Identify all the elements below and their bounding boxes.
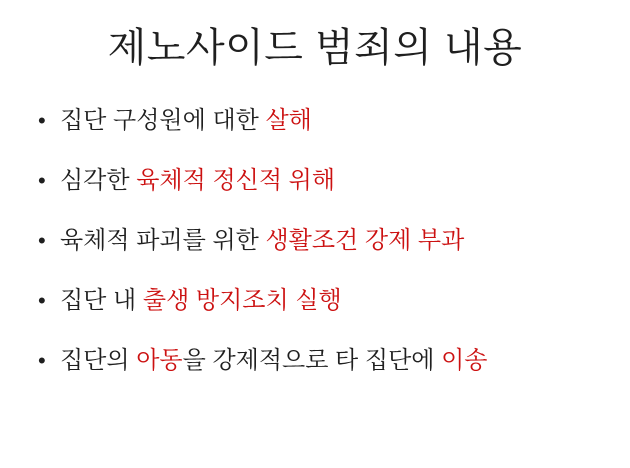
bullet-text — [60, 286, 342, 316]
bullet-list — [38, 106, 606, 406]
bullet-marker-icon: • — [38, 108, 46, 133]
highlight-text: 육체적 정신적 위해 — [136, 167, 336, 194]
slide-title: 제노사이드 범죄의 내용 — [107, 26, 523, 70]
highlight-text: 생활조건 강제 부과 — [265, 227, 465, 254]
bullet-item — [38, 166, 606, 196]
bullet-item — [38, 106, 606, 136]
bullet-text — [60, 226, 464, 256]
plain-text: 육체적 파괴를 위한 — [60, 227, 266, 254]
plain-text: 심각한 — [60, 167, 137, 194]
plain-text: 집단 내 — [60, 287, 143, 314]
highlight-text: 이송 — [441, 347, 488, 374]
bullet-item — [38, 226, 606, 256]
bullet-marker-icon: • — [38, 288, 46, 313]
bullet-text — [60, 166, 335, 196]
bullet-marker-icon: • — [38, 348, 46, 373]
bullet-marker-icon: • — [38, 228, 46, 253]
bullet-item — [38, 346, 606, 376]
bullet-text — [60, 106, 312, 136]
bullet-item — [38, 286, 606, 316]
bullet-marker-icon: • — [38, 168, 46, 193]
bullet-text — [60, 346, 488, 376]
highlight-text: 아동 — [136, 347, 183, 374]
plain-text: 을 강제적으로 타 집단에 — [182, 347, 442, 374]
plain-text: 집단 구성원에 대한 — [60, 107, 266, 134]
highlight-text: 살해 — [265, 107, 312, 134]
plain-text: 집단의 — [60, 347, 137, 374]
highlight-text: 출생 방지조치 실행 — [142, 287, 342, 314]
